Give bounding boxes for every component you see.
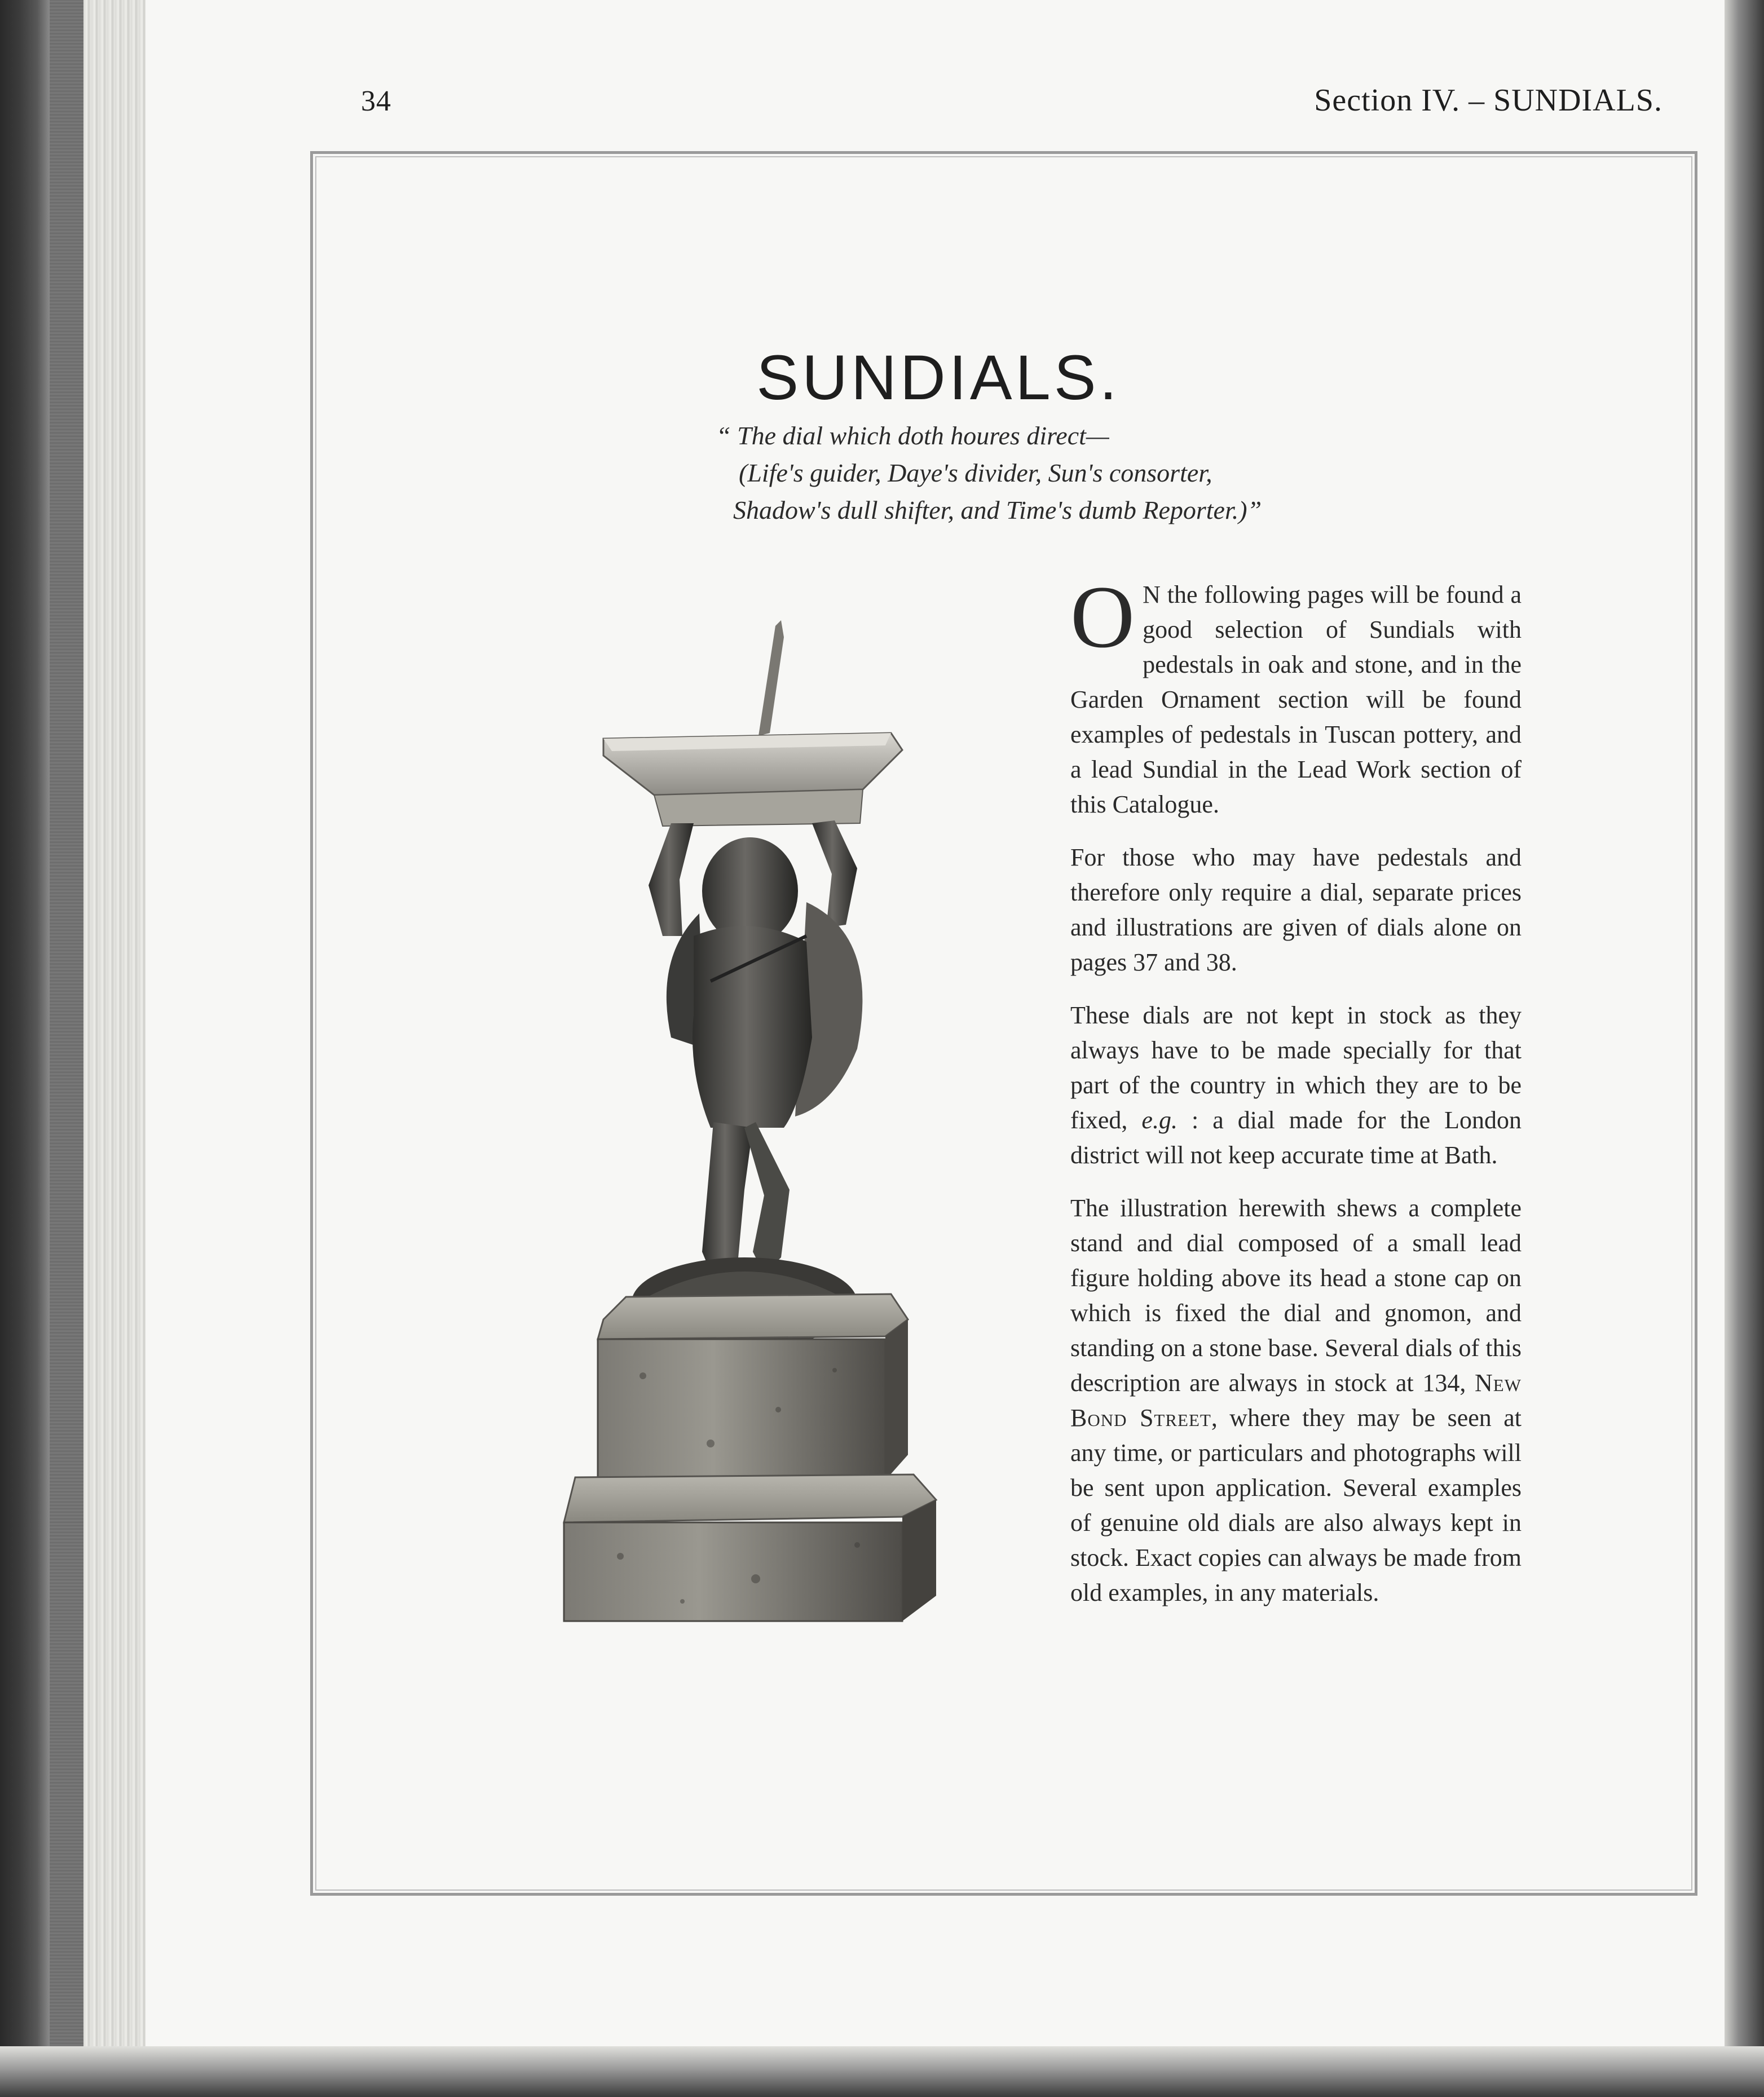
book-cloth-spine <box>50 0 83 2097</box>
address: New Bond Street <box>1070 1369 1522 1432</box>
paragraph-dials: For those who may have pedestals and therefore only require a dial, separate prices and illustrations are given of dials alone on pages 37 and 38. <box>1070 844 1522 976</box>
section-heading: Section IV. – SUNDIALS. <box>1314 83 1662 118</box>
epigraph-quote <box>716 417 1262 529</box>
quote-line: (Life's guider, Daye's divider, Sun's consorter, <box>739 458 1212 487</box>
page-number: 34 <box>361 85 391 117</box>
paragraph-text: N the following pages will be found a good selection of Sundials with pedestals in oak and stone, and in the Garden Ornament section will be found examples of pedestals in Tuscan pottery, and a lead Sundial in the Lead Work section of this Catalogue. <box>1070 581 1522 818</box>
page-title: SUNDIALS. <box>756 342 1121 413</box>
drop-cap: O <box>1070 568 1135 666</box>
book-binding <box>0 0 50 2097</box>
paragraph-illustration <box>1070 1191 1522 1610</box>
paragraph-intro <box>1070 568 1522 822</box>
paragraph-text: The illustration herewith shews a complete stand and dial composed of a small lead figure holding above its head a stone cap on which is fixed the dial and gnomon, and standing on a stone base. Several dials of this description are always in stock at 134, <box>1070 1194 1522 1397</box>
book-bottom-edge <box>0 2046 1764 2097</box>
book-right-edge <box>1725 0 1764 2097</box>
eg-abbreviation: e.g. <box>1141 1106 1178 1134</box>
paragraph-text: These dials are not kept in stock as they always have to be made specially for that part of the country in which they are to be fixed, <box>1070 1001 1522 1134</box>
page-stack-edge <box>83 0 145 2097</box>
body-text <box>1070 568 1522 1628</box>
sundial-cherub-figure-icon <box>541 620 947 1624</box>
quote-line: “ The dial which doth houres direct— <box>716 421 1109 450</box>
quote-line: Shadow's dull shifter, and Time's dumb Reporter.)” <box>733 496 1262 524</box>
paragraph-text: : a dial made for the London district will not keep accurate time at Bath. <box>1070 1106 1522 1169</box>
paragraph-stock <box>1070 998 1522 1173</box>
paragraph-text: , where they may be seen at any time, or particulars and photographs will be sent upon application. Several examples of genuine old dials are also always kept in stock. Exact copies can always be made from old examples, in any materials. <box>1070 1404 1522 1606</box>
